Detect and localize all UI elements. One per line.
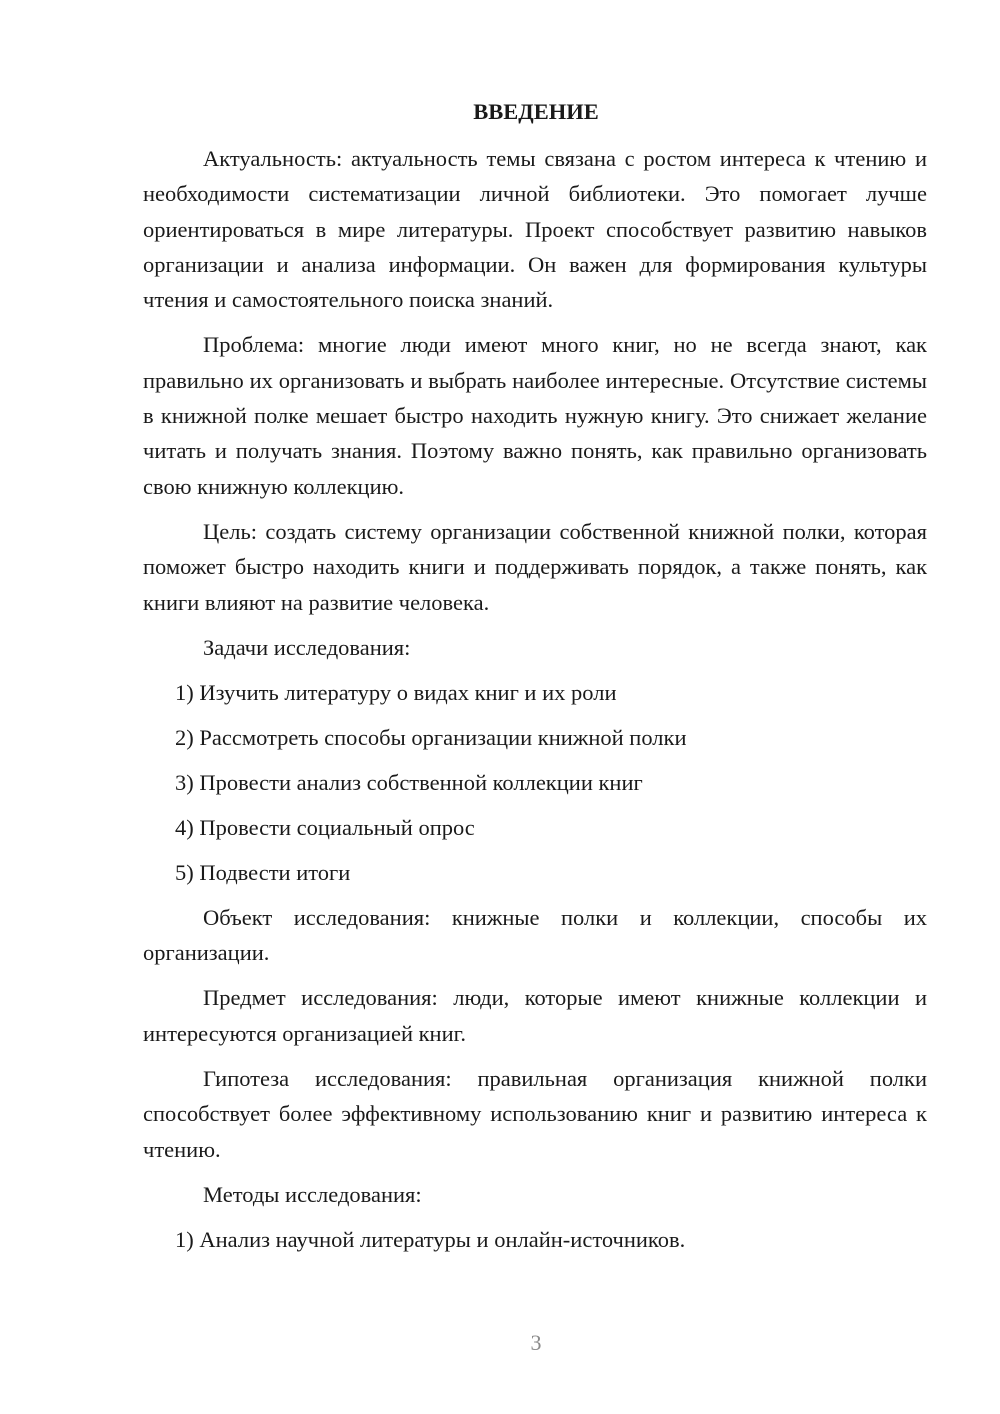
paragraph-goal: Цель: создать систему организации собственной книжной полки, которая поможет быстро находить книги и поддерживать порядок, а также понять, как книги влияют на развитие человека.	[143, 518, 927, 615]
paragraph-subject: Предмет исследования: люди, которые имеют книжные коллекции и интересуются организацией книг.	[143, 985, 927, 1046]
list-item-task: 4) Провести социальный опрос	[175, 814, 475, 840]
paragraph-relevance: Актуальность: актуальность темы связана с ростом интереса к чтению и необходимости систематизации личной библиотеки. Это помогает лучше ориентироваться в мире литературы. Проект способствует развитию навыков организации и анализа информации. Он важен для формирования культуры чтения и самостоятельного поиска знаний.	[143, 146, 927, 313]
tasks-label: Задачи исследования:	[203, 634, 411, 660]
paragraph-problem: Проблема: многие люди имеют много книг, но не всегда знают, как правильно их организовать и выбрать наиболее интересные. Отсутствие системы в книжной полке мешает быстро находить нужную книгу. Это снижает желание читать и получать знания. Поэтому важно понять, как правильно организовать свою книжную коллекцию.	[143, 332, 927, 499]
list-item-task: 2) Рассмотреть способы организации книжной полки	[175, 724, 687, 750]
paragraph-object: Объект исследования: книжные полки и коллекции, способы их организации.	[143, 904, 927, 966]
document-body	[143, 141, 927, 1267]
list-item-task: 3) Провести анализ собственной коллекции книг	[175, 769, 643, 795]
list-item-task: 1) Изучить литературу о видах книг и их роли	[175, 679, 617, 705]
section-title: ВВЕДЕНИЕ	[473, 99, 599, 124]
list-item-method: 1) Анализ научной литературы и онлайн-источников.	[175, 1226, 686, 1252]
methods-label: Методы исследования:	[203, 1181, 422, 1207]
list-item-task: 5) Подвести итоги	[175, 859, 351, 885]
page-number: 3	[530, 1330, 542, 1355]
paragraph-hypothesis: Гипотеза исследования: правильная организация книжной полки способствует более эффективному использованию книг и развитию интереса к чтению.	[143, 1066, 927, 1162]
